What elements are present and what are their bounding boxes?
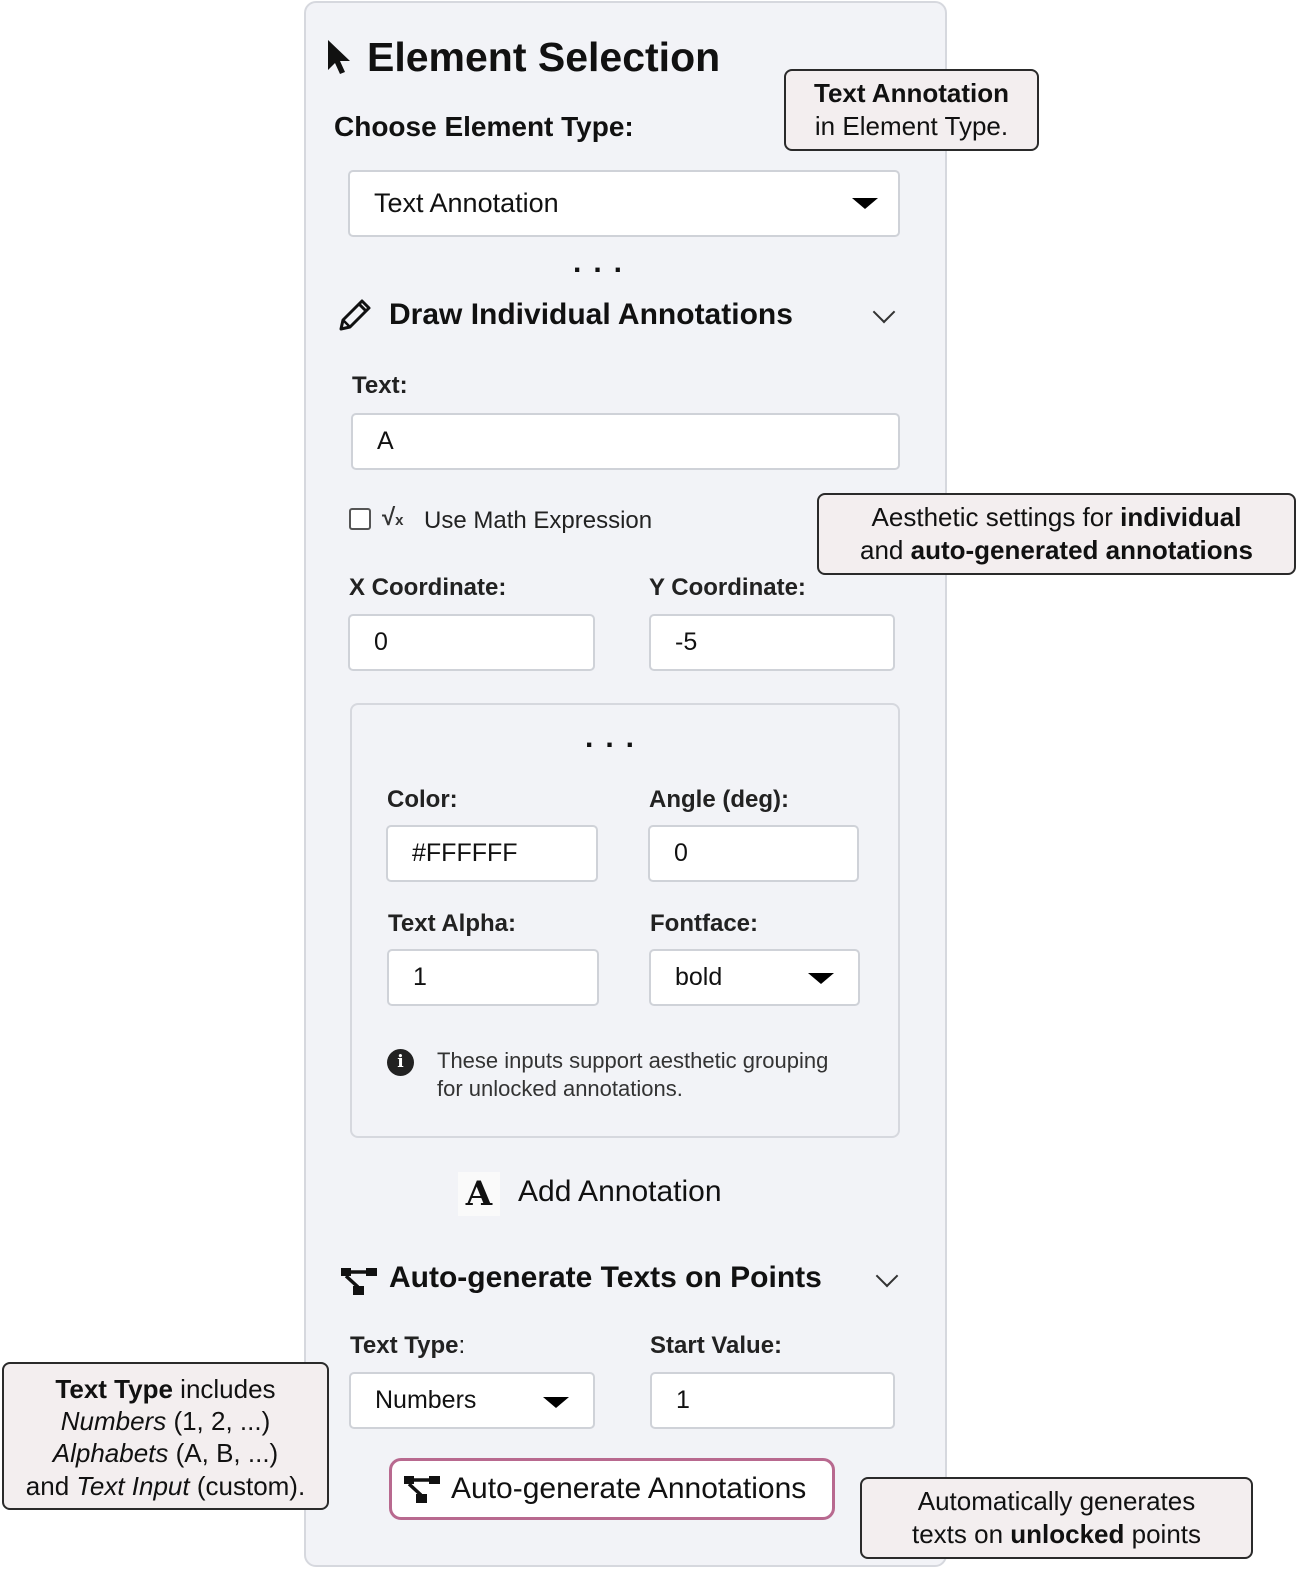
ellipsis-separator: ... [573,246,635,279]
add-annotation-button[interactable] [458,1170,740,1218]
text-alpha-label: Text Alpha: [388,910,517,937]
network-nodes-icon [403,1474,441,1504]
chevron-down-icon [543,1397,569,1408]
x-coordinate-input[interactable]: 0 [348,614,595,671]
start-value-input[interactable]: 1 [650,1372,895,1429]
element-type-value: Text Annotation [374,188,559,218]
info-note: These inputs support aesthetic grouping for unlocked annotations. [437,1048,829,1101]
text-label: Text: [352,372,408,399]
text-input[interactable]: A [351,413,900,470]
callout-auto-generate: Automatically generates texts on unlocked points [860,1477,1253,1559]
angle-label: Angle (deg): [649,786,789,813]
ellipsis-separator: ... [585,721,647,754]
draw-annotations-title: Draw Individual Annotations [389,298,793,331]
auto-generate-section-header[interactable] [338,1258,903,1302]
cursor-arrow-icon [326,38,352,76]
draw-annotations-section-header[interactable] [332,294,902,338]
callout-text-type: Text Type includes Numbers (1, 2, ...) Alphabets (A, B, ...) and Text Input (custom). [2,1362,329,1510]
add-annotation-label: Add Annotation [518,1175,722,1208]
font-letter-icon: A [458,1172,500,1216]
fontface-label: Fontface: [650,910,758,937]
text-alpha-input[interactable]: 1 [387,949,599,1006]
element-type-select[interactable] [348,170,900,237]
panel-title: Element Selection [367,34,721,80]
square-root-icon: √x [382,504,404,531]
y-coordinate-label: Y Coordinate: [649,574,806,601]
x-coordinate-label: X Coordinate: [349,574,507,601]
info-icon: i [387,1049,414,1076]
angle-input[interactable]: 0 [648,825,859,882]
math-expression-label: Use Math Expression [424,507,653,534]
chevron-down-icon [852,198,878,209]
network-nodes-icon [340,1266,378,1296]
auto-generate-title: Auto-generate Texts on Points [389,1261,822,1294]
text-type-select[interactable]: Numbers [349,1372,595,1429]
fontface-select[interactable]: bold [649,949,860,1006]
text-type-label: Text Type: [350,1332,466,1359]
pencil-icon [338,298,372,332]
start-value-label: Start Value: [650,1332,783,1359]
color-label: Color: [387,786,458,813]
color-input[interactable]: #FFFFFF [386,825,598,882]
choose-element-type-label: Choose Element Type: [334,111,634,142]
chevron-down-icon [873,301,896,324]
auto-generate-annotations-button[interactable] [389,1458,835,1520]
chevron-down-icon [876,1265,899,1288]
y-coordinate-input[interactable]: -5 [649,614,895,671]
auto-generate-annotations-label: Auto-generate Annotations [451,1472,807,1505]
math-expression-checkbox[interactable] [349,508,371,530]
chevron-down-icon [808,973,834,984]
callout-element-type: Text Annotation in Element Type. [784,69,1039,151]
callout-aesthetic-settings: Aesthetic settings for individual and auto-generated annotations [817,493,1296,575]
